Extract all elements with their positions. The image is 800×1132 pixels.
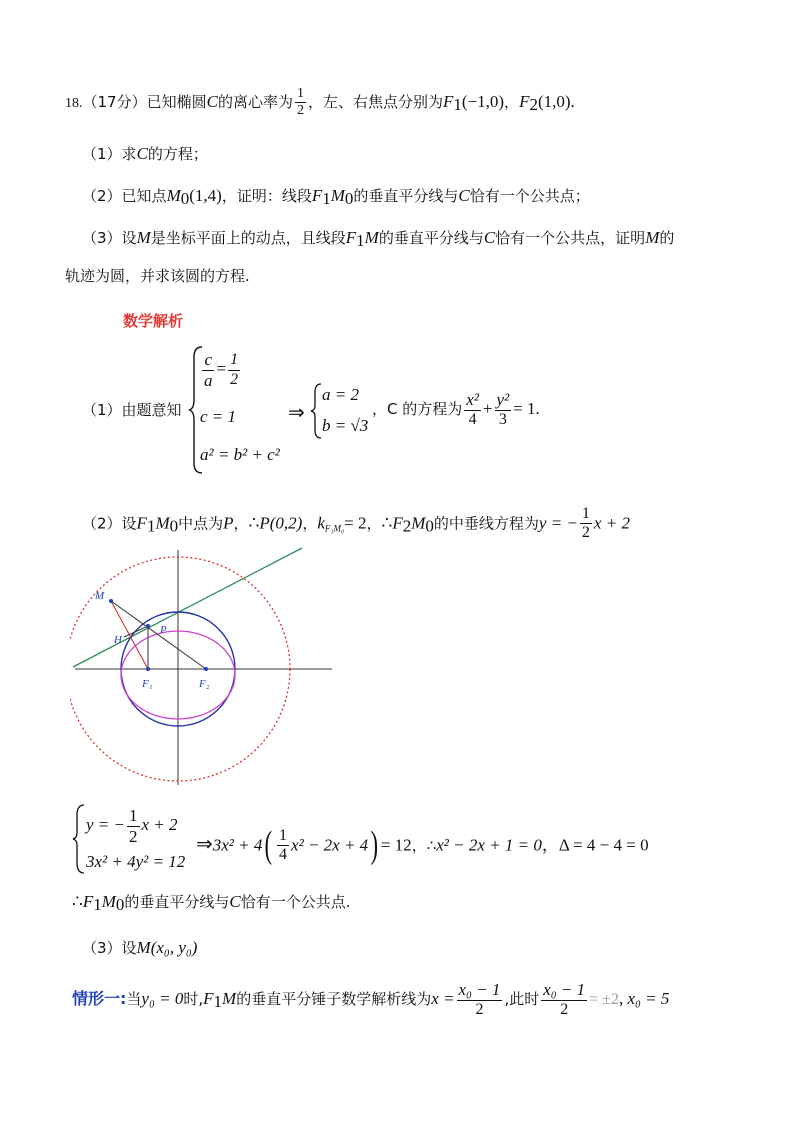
question-3-line2: 轨迹为圆，并求该圆的方程. xyxy=(65,267,250,285)
conclusion-2: $\therefore F_1M_0$的垂直平分线与C恰有一个公共点. xyxy=(72,892,351,914)
system-row-1: $\frac{c}{a}$ = $\frac{1}{2}$ xyxy=(204,350,239,390)
solution-1-brace-2 xyxy=(310,382,322,440)
point-F2 xyxy=(204,667,208,671)
ellipse-equation: ，C 的方程为 $\frac{\text{x²}}{4}$ + $\frac{\text{y²}}{3}$ = 1. xyxy=(372,390,540,428)
solution-a: a = 2 xyxy=(322,385,359,404)
substitution-line: ⇒3x² + 4( $\frac{1}{4}$ x² − 2x + 4) = 12，∴x² − 2x + 1 = 0，Δ = 4 − 4 = 0 xyxy=(196,824,649,866)
system-row-2: c = 1 xyxy=(200,407,237,426)
question-3: （3）设M是坐标平面上的动点，且线段$F_1M$的垂直平分线与C恰有一个公共点，证明M的 xyxy=(82,228,675,250)
label-F1: F₁ xyxy=(142,678,153,690)
solution-heading: 数学解析 xyxy=(123,312,184,330)
point-P xyxy=(146,624,150,628)
perpendicular-bisector-line xyxy=(73,548,302,667)
label-P: P xyxy=(160,624,167,636)
solution-2-line: （2）设$F_1M_0$中点为P，∴P(0,2)，$k_{F_1M_0}= 2$，$\therefore F_2M_0$的中垂线方程为y = − $\frac{1}{2}$ x + 2 xyxy=(82,505,630,542)
geometry-figure xyxy=(70,545,335,790)
eccentricity-fraction: $\frac{1}{2}$ xyxy=(296,86,304,119)
case-1-line: 情形一:当y₀ = 0时$,F_1M$的垂直平分锤子数学解析线为x = $\frac{\text{x₀ − 1}}{2}$ ,此时 $\frac{\text{x₀ − 1}}{2}$ = ±2, x₀ = 5 xyxy=(72,980,670,1018)
label-H: H xyxy=(114,634,122,646)
solution-1-tag: （1）由题意知 xyxy=(82,401,182,419)
faded-overlay-text: = ±2 xyxy=(589,990,619,1008)
solution-b: b = √3 xyxy=(322,416,369,435)
problem-statement: 18.（17分）已知椭圆C的离心率为 $\frac{1}{2}$ ，左、右焦点分别为$F_1(-1,0)$，$F_2(1,0)$. xyxy=(65,86,575,119)
solution-2-brace xyxy=(72,803,86,875)
question-1: （1）求C的方程； xyxy=(82,144,208,163)
label-M: M xyxy=(95,590,105,602)
system2-row-2: 3x² + 4y² = 12 xyxy=(86,852,186,871)
system2-row-1: y = − $\frac{1}{2}$ x + 2 xyxy=(86,806,178,846)
point-F1 xyxy=(146,667,150,671)
implies-arrow: ⇒ xyxy=(288,402,305,424)
question-2: （2）已知点$M_0(1,4)$，证明：线段$F_1M_0$的垂直平分线与C恰有一个公共点； xyxy=(82,186,590,208)
label-F2: F₂ xyxy=(199,678,210,690)
solution-3-line: （3）设M(x₀, y₀) xyxy=(82,938,198,957)
system-row-3: a² = b² + c² xyxy=(200,445,280,464)
point-M xyxy=(109,599,113,603)
